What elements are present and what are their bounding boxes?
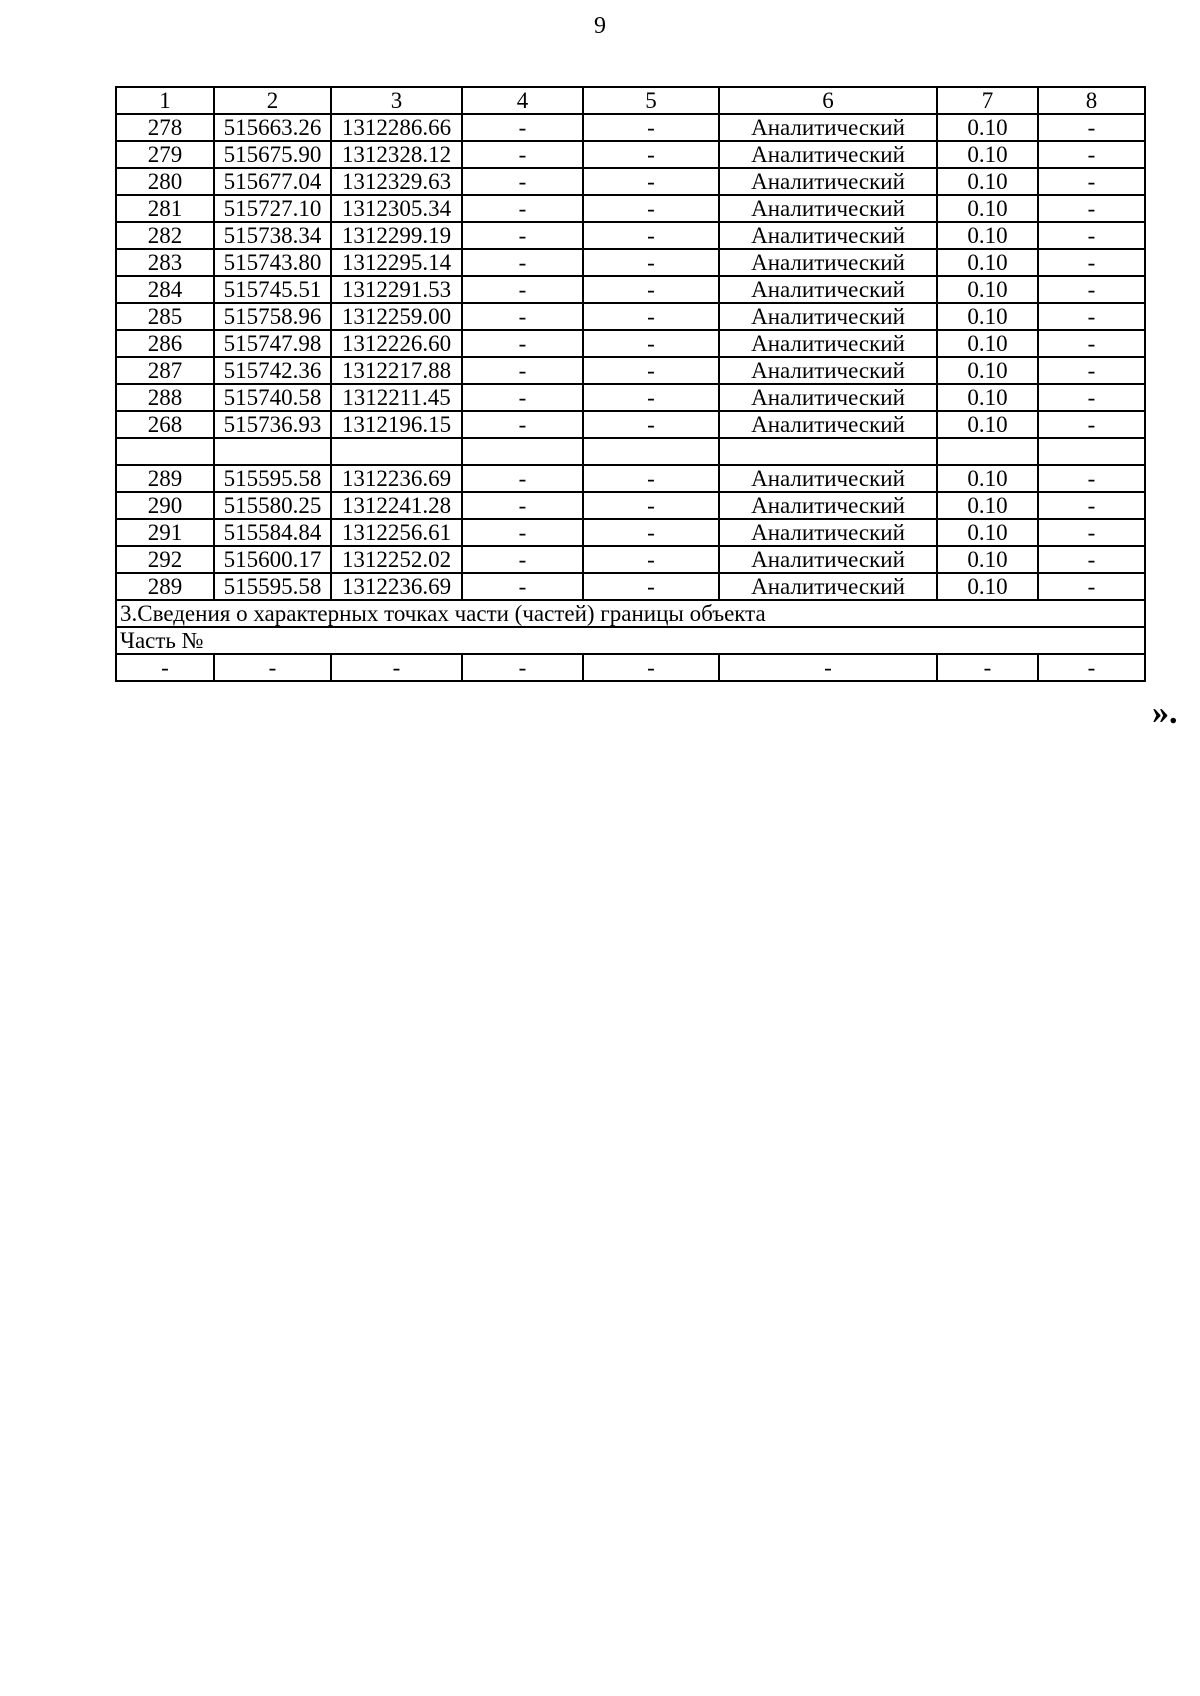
table-cell: 1312295.14 <box>331 249 462 276</box>
table-row <box>116 573 1145 600</box>
table-cell: - <box>462 654 583 681</box>
table-cell: - <box>583 303 719 330</box>
table-cell: 285 <box>116 303 214 330</box>
table-cell: Аналитический <box>719 546 937 573</box>
table-cell: - <box>462 411 583 438</box>
table-row <box>116 114 1145 141</box>
table-cell: 1312226.60 <box>331 330 462 357</box>
table-cell: - <box>1038 357 1145 384</box>
table-cell: 1 <box>116 87 214 114</box>
table-cell: - <box>462 168 583 195</box>
table-row <box>116 303 1145 330</box>
table-cell: - <box>1038 195 1145 222</box>
coordinates-table <box>115 86 1146 682</box>
table-cell: - <box>583 573 719 600</box>
table-row <box>116 141 1145 168</box>
table-cell: 0.10 <box>937 465 1038 492</box>
table-cell: 3 <box>331 87 462 114</box>
table-cell: - <box>462 465 583 492</box>
table-cell: 1312252.02 <box>331 546 462 573</box>
table-cell: - <box>1038 141 1145 168</box>
table-cell: - <box>1038 114 1145 141</box>
table-cell: Аналитический <box>719 195 937 222</box>
table-cell: 0.10 <box>937 546 1038 573</box>
table-cell: 1312299.19 <box>331 222 462 249</box>
table-row <box>116 492 1145 519</box>
table-cell <box>214 438 331 465</box>
table-cell: - <box>1038 330 1145 357</box>
table-cell <box>116 438 214 465</box>
table-cell: 289 <box>116 573 214 600</box>
table-cell <box>719 438 937 465</box>
table-cell <box>331 438 462 465</box>
table-cell: - <box>214 654 331 681</box>
page-number: 9 <box>594 13 606 39</box>
table-cell: - <box>583 357 719 384</box>
table-cell: 283 <box>116 249 214 276</box>
table-cell: - <box>1038 168 1145 195</box>
table-row <box>116 249 1145 276</box>
table-cell: 515738.34 <box>214 222 331 249</box>
table-row <box>116 330 1145 357</box>
table-cell: - <box>1038 519 1145 546</box>
table-cell: Аналитический <box>719 492 937 519</box>
table-row <box>116 546 1145 573</box>
table-cell: - <box>937 654 1038 681</box>
table-cell: - <box>1038 654 1145 681</box>
table-cell: 515740.58 <box>214 384 331 411</box>
part-label <box>116 627 1145 654</box>
table-cell: Аналитический <box>719 384 937 411</box>
table-cell: 0.10 <box>937 492 1038 519</box>
table-cell: 515600.17 <box>214 546 331 573</box>
table-cell: 1312256.61 <box>331 519 462 546</box>
table-cell: 0.10 <box>937 276 1038 303</box>
table-cell: 515663.26 <box>214 114 331 141</box>
part-label-cell: Часть № <box>116 627 1145 654</box>
table-cell: - <box>583 411 719 438</box>
table-cell: - <box>116 654 214 681</box>
table-cell <box>1038 438 1145 465</box>
table-cell: 515736.93 <box>214 411 331 438</box>
table-cell: 288 <box>116 384 214 411</box>
table-cell: 515743.80 <box>214 249 331 276</box>
table-cell <box>462 438 583 465</box>
table-cell: - <box>1038 303 1145 330</box>
table-cell: - <box>583 465 719 492</box>
table-cell: 1312211.45 <box>331 384 462 411</box>
coordinates-table-body <box>116 87 1145 681</box>
table-cell: - <box>462 519 583 546</box>
table-cell: 8 <box>1038 87 1145 114</box>
table-cell: 515745.51 <box>214 276 331 303</box>
table-cell: - <box>583 519 719 546</box>
table-cell: 0.10 <box>937 573 1038 600</box>
table-cell: - <box>1038 411 1145 438</box>
table-cell: - <box>462 330 583 357</box>
table-cell: 515584.84 <box>214 519 331 546</box>
table-cell: 0.10 <box>937 384 1038 411</box>
part-row <box>116 654 1145 681</box>
table-cell: 1312305.34 <box>331 195 462 222</box>
table-cell: - <box>583 168 719 195</box>
table-cell: - <box>583 195 719 222</box>
table-cell: Аналитический <box>719 519 937 546</box>
table-cell: 515677.04 <box>214 168 331 195</box>
table-cell: 1312291.53 <box>331 276 462 303</box>
table-cell: Аналитический <box>719 168 937 195</box>
table-cell: - <box>1038 573 1145 600</box>
table-cell: - <box>331 654 462 681</box>
table-cell: 282 <box>116 222 214 249</box>
table-row <box>116 222 1145 249</box>
table-cell: Аналитический <box>719 573 937 600</box>
table-cell: 1312286.66 <box>331 114 462 141</box>
table-cell: - <box>583 384 719 411</box>
table-row <box>116 195 1145 222</box>
table-cell: 284 <box>116 276 214 303</box>
table-cell: 279 <box>116 141 214 168</box>
table-row <box>116 465 1145 492</box>
table-cell: 515595.58 <box>214 573 331 600</box>
table-cell: - <box>462 195 583 222</box>
table-cell: 0.10 <box>937 114 1038 141</box>
table-cell: Аналитический <box>719 276 937 303</box>
table-cell: - <box>1038 222 1145 249</box>
table-cell: 292 <box>116 546 214 573</box>
table-cell: 1312241.28 <box>331 492 462 519</box>
table-cell: 0.10 <box>937 168 1038 195</box>
table-cell: 515742.36 <box>214 357 331 384</box>
table-row <box>116 357 1145 384</box>
table-row <box>116 519 1145 546</box>
table-cell: 280 <box>116 168 214 195</box>
table-cell: 1312196.15 <box>331 411 462 438</box>
section-3-title-cell: 3.Сведения о характерных точках части (частей) границы объекта <box>116 600 1145 627</box>
table-cell: - <box>462 303 583 330</box>
table-cell: - <box>462 222 583 249</box>
table-cell: 0.10 <box>937 357 1038 384</box>
table-cell: - <box>1038 546 1145 573</box>
table-empty-row <box>116 438 1145 465</box>
table-cell: 1312236.69 <box>331 573 462 600</box>
table-cell: 515747.98 <box>214 330 331 357</box>
table-cell: - <box>583 114 719 141</box>
table-cell: - <box>583 222 719 249</box>
table-cell: 0.10 <box>937 141 1038 168</box>
table-cell: - <box>462 384 583 411</box>
table-cell: 7 <box>937 87 1038 114</box>
table-cell: - <box>583 546 719 573</box>
table-header-row <box>116 87 1145 114</box>
table-cell: 515595.58 <box>214 465 331 492</box>
table-cell: - <box>583 249 719 276</box>
table-cell: - <box>462 492 583 519</box>
table-cell: 287 <box>116 357 214 384</box>
table-cell: 1312259.00 <box>331 303 462 330</box>
table-cell: - <box>583 141 719 168</box>
table-row <box>116 168 1145 195</box>
table-cell: 1312236.69 <box>331 465 462 492</box>
table-cell: - <box>583 330 719 357</box>
table-cell: 0.10 <box>937 249 1038 276</box>
table-cell: 0.10 <box>937 195 1038 222</box>
table-cell <box>937 438 1038 465</box>
table-cell: - <box>583 654 719 681</box>
table-cell: Аналитический <box>719 465 937 492</box>
table-cell: 515580.25 <box>214 492 331 519</box>
table-cell: - <box>719 654 937 681</box>
table-cell: - <box>1038 384 1145 411</box>
table-cell: 286 <box>116 330 214 357</box>
table-cell <box>583 438 719 465</box>
table-cell: Аналитический <box>719 411 937 438</box>
table-cell: Аналитический <box>719 330 937 357</box>
table-cell: 289 <box>116 465 214 492</box>
table-cell: Аналитический <box>719 222 937 249</box>
closing-quote: ». <box>1152 694 1178 731</box>
table-cell: 4 <box>462 87 583 114</box>
table-cell: 278 <box>116 114 214 141</box>
table-cell: 1312328.12 <box>331 141 462 168</box>
table-cell: 5 <box>583 87 719 114</box>
table-cell: - <box>462 141 583 168</box>
table-cell: Аналитический <box>719 357 937 384</box>
table-cell: 515727.10 <box>214 195 331 222</box>
table-cell: Аналитический <box>719 114 937 141</box>
table-cell: 515675.90 <box>214 141 331 168</box>
table-row <box>116 411 1145 438</box>
table-cell: 268 <box>116 411 214 438</box>
table-cell: - <box>462 249 583 276</box>
table-cell: 0.10 <box>937 330 1038 357</box>
table-cell: - <box>1038 249 1145 276</box>
table-cell: 0.10 <box>937 222 1038 249</box>
table-cell: - <box>462 114 583 141</box>
table-cell: Аналитический <box>719 141 937 168</box>
table-cell: - <box>462 357 583 384</box>
table-cell: 281 <box>116 195 214 222</box>
table-cell: - <box>462 573 583 600</box>
table-cell: 1312217.88 <box>331 357 462 384</box>
table-cell: 291 <box>116 519 214 546</box>
table-cell: - <box>1038 465 1145 492</box>
table-row <box>116 276 1145 303</box>
table-cell: Аналитический <box>719 249 937 276</box>
table-cell: 2 <box>214 87 331 114</box>
table-cell: - <box>462 276 583 303</box>
table-cell: 1312329.63 <box>331 168 462 195</box>
table-cell: - <box>583 276 719 303</box>
table-cell: 515758.96 <box>214 303 331 330</box>
table-row <box>116 384 1145 411</box>
section-3-title <box>116 600 1145 627</box>
table-cell: 0.10 <box>937 411 1038 438</box>
table-cell: - <box>462 546 583 573</box>
table-cell: - <box>1038 492 1145 519</box>
table-cell: 0.10 <box>937 303 1038 330</box>
table-cell: - <box>1038 276 1145 303</box>
table-cell: 0.10 <box>937 519 1038 546</box>
table-cell: 290 <box>116 492 214 519</box>
table-cell: Аналитический <box>719 303 937 330</box>
table-cell: - <box>583 492 719 519</box>
table-cell: 6 <box>719 87 937 114</box>
